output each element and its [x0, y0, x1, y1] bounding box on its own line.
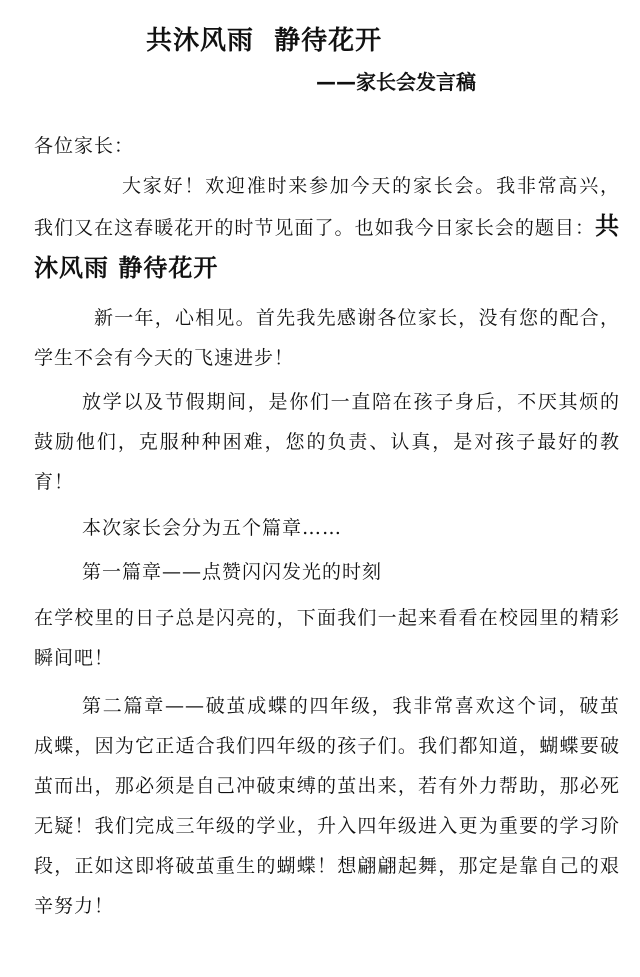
inline-title: 共沐风雨 静待花开	[34, 212, 620, 282]
paragraph-thanks: 新一年，心相见。首先我先感谢各位家长，没有您的配合，学生不会有今天的飞速进步！	[34, 307, 620, 369]
salutation: 各位家长：	[34, 135, 135, 157]
document-title: 共沐风雨 静待花开	[146, 26, 383, 56]
chapter2-paragraph: 第二篇章——破茧成蝶的四年级，我非常喜欢这个词，破茧成蝶，因为它正适合我们四年级的孩子们。我们都知道，蝴蝶要破茧而出，那必须是自己冲破束缚的茧出来，若有外力帮助，那必死无疑！我们完成三年级的学业，升入四年级进入更为重要的学习阶段，正如这即将破茧重生的蝴蝶！想翩翩起舞，那定是靠自己的艰辛努力！	[34, 695, 620, 917]
chapter1-heading: 第一篇章——点赞闪闪发光的时刻	[82, 561, 383, 583]
document-subtitle: ——家长会发言稿	[316, 70, 476, 94]
paragraph-parents: 放学以及节假期间，是你们一直陪在孩子身后，不厌其烦的鼓励他们，克服种种困难，您的负责、认真，是对孩子最好的教育！	[34, 391, 620, 493]
paragraph-greeting	[34, 166, 620, 290]
chapter1-body: 在学校里的日子总是闪亮的，下面我们一起来看看在校园里的精彩瞬间吧！	[34, 607, 620, 669]
paragraph-chapters-intro: 本次家长会分为五个篇章……	[82, 517, 343, 539]
greeting-text: 大家好！欢迎准时来参加今天的家长会。我非常高兴，我们又在这春暖花开的时节见面了。也如我今日家长会的题目：	[34, 175, 620, 239]
